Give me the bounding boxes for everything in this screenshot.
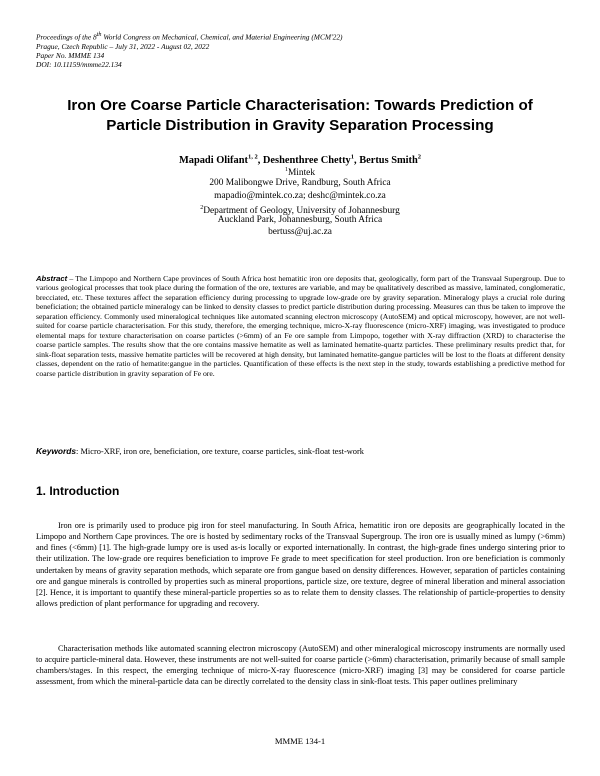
intro-paragraph-2: Characterisation methods like automated scanning electron microscopy (AutoSEM) and other mineralogical microscopy instruments are normally used to acquire particle-mineral data. However, these instruments are not well-suited for coarse particle (>6mm) characterisation, primarily because of small sample chambers/stages. In this respect, the emerging technique of micro-X-ray fluorescence (micro-XRF) imaging [3] may be considered for coarse particle assessment, from which the mineral-particle data can be directly correlated to the density class in sink-float tests. This paper outlines preliminary <box>36 644 565 687</box>
conference-dates: Prague, Czech Republic – July 31, 2022 - August 02, 2022 <box>36 41 210 51</box>
affiliation-2-name: $^2$Department of Geology, University of Johannesburg <box>200 205 400 217</box>
paper-number: Paper No. MMME 134 <box>36 50 105 60</box>
abstract <box>36 274 565 378</box>
doi: DOI: 10.11159/mmme22.134 <box>36 60 122 70</box>
affiliation-1-address: 200 Malibongwe Drive, Randburg, South Africa <box>209 178 391 188</box>
page-number: MMME 134-1 <box>274 736 326 746</box>
author: Mapadi Olifant$^{1, 2}$, <box>178 154 263 167</box>
affiliation-2-address: Auckland Park, Johannesburg, South Africa <box>217 215 383 225</box>
abstract-label: Abstract <box>36 274 68 283</box>
intro-paragraph-1: Iron ore is primarily used to produce pig iron for steel manufacturing. In South Africa, hematitic iron ore deposits are geographically located in the Limpopo and Northern Cape provinces. The ore is hosted by sedimentary rocks of the Transvaal Supergroup. The iron ore is usually mined as lumpy (>6mm) and fines (<6mm) [1]. The high-grade lumpy ore is used as-is locally or exported internationally. In contrast, the high-grade fines undergo sintering prior to their utilization. The low-grade ore requires beneficiation to improve Fe grade to meet specification for steel production. Iron ore beneficiation is commonly undertaken by means of gravity separation methods, which separate ore from gangue based on density differences. However, separation of particles containing ore and gangue minerals is controlled by properties such as mineral proportions, particle size, ore texture, degree of mineral liberation and mineral association [2]. Hence, it is important to quantify these mineral-particle properties so as to relate them to density classes. The relationship of particle-properties to density allows prediction of plant performance for upgrading and recovery. <box>36 521 565 609</box>
keywords-text: : Micro-XRF, iron ore, beneficiation, ore texture, coarse particles, sink-float test-work <box>76 447 364 456</box>
affiliation-2-email: bertuss@uj.ac.za <box>268 227 332 237</box>
abstract-text: – The Limpopo and Northern Cape provinces of South Africa host hematitic iron ore deposits that, geologically, form part of the Transvaal Supergroup. Due to various geological processes that took place during the formation of the ore, textures are variable, and may be qualitatively described as massive, laminated, conglomeratic, brecciated, etc. These textures affect the separation efficiency during processing to upgrade low-grade ore by gravity separation. Mineralogy plays a crucial role during beneficiation; the obtained particle mineralogy can be linked to density classes to predict particle distribution during processing. Measures can thus be taken to improve the separation efficiency. Commonly used mineralogical techniques like automated scanning electron microscopy (AutoSEM) and optical microscopy, however, are not well-suited for coarse particle characterisation. For this study, therefore, the emerging technique, micro-X-ray fluorescence (micro-XRF) imaging, was investigated to produce elemental maps for texture characterisation on coarse particles (>6mm) of an Fe ore sample from Limpopo, together with X-ray diffraction (XRD) to characterise the coarse particle samples. The results show that the ore contains massive hematite as well as laminated hematite-quartz particles. These preliminary results predict that, for sink-float separation tests, massive hematite particles will be recovered at high density, but laminated hematite-gangue particles will be lost to the floats at different density classes, dependent on the ratio of hematite:gangue in the particles. Quantification of these effects is the next step in the study, towards establishing a predictive method for coarse particle distribution in gravity separation of Fe ore. <box>36 274 565 378</box>
proceedings-header <box>36 31 566 69</box>
proceedings-line: Proceedings of the 8th World Congress on Mechanical, Chemical, and Material Engineering (MCM'22) <box>36 32 343 42</box>
affiliation-1-emails: mapadio@mintek.co.za; deshc@mintek.co.za <box>214 191 386 201</box>
author: Bertus Smith$^2$ <box>359 154 422 167</box>
author: Deshenthree Chetty$^1$, <box>262 154 360 167</box>
paper-title: Iron Ore Coarse Particle Characterisation: Towards Prediction of Particle Distribution in Gravity Separation Processing <box>67 97 533 134</box>
keywords <box>36 446 565 457</box>
section-heading: 1. Introduction <box>36 484 120 498</box>
affiliation-1-name: $^1$Mintek <box>284 167 316 179</box>
keywords-label: Keywords <box>36 446 77 456</box>
